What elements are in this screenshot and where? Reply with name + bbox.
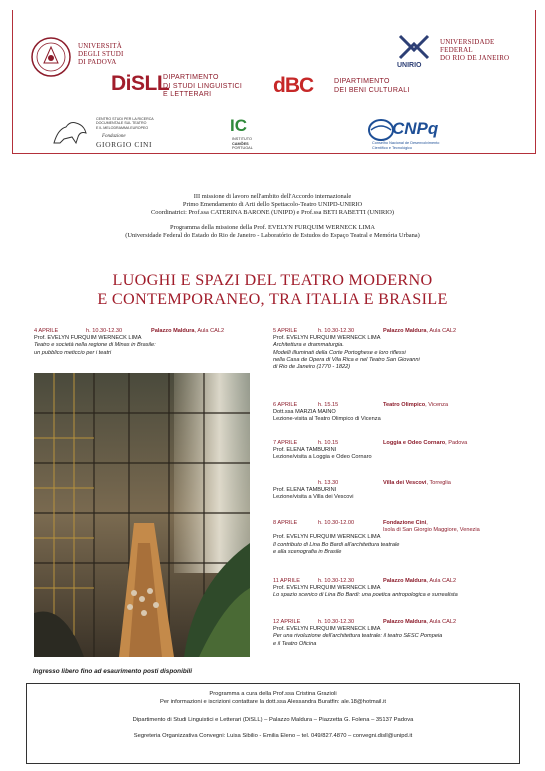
dbc-logo: dBC: [273, 74, 314, 97]
page-title-line-1: LUOGHI E SPAZI DEL TEATRO MODERNO: [112, 271, 433, 289]
footer-address: Dipartimento di Studi Linguistici e Letterari (DiSLL) – Palazzo Maldura – Piazzetta G. Folena – 35137 Padova: [132, 716, 414, 723]
unirio-name: UNIVERSIDADE FEDERAL DO RIO DE JANEIRO: [440, 38, 510, 62]
intro-line-5: (Universidade Federal do Estado do Rio de Janeiro - Laboratório de Estudos do Espaço Teatral e Memória Urbana): [125, 232, 420, 239]
cini-name: GIORGIO CINI: [96, 140, 153, 149]
intro-line-2: Primo Emendamento di Arti dello Spettacolo-Teatro UNIPD-UNIRIO: [182, 201, 363, 208]
footer-secretariat: Segreteria Organizzativa Convegni: Luisa Sibilio - Emilia Eleno – tel. 049/827.4870 – convegni.disll@unipd.it: [133, 732, 413, 739]
theatre-interior-photo: [34, 373, 250, 657]
disll-logo: DiSLL: [111, 72, 170, 95]
event-8-aprile: 8 APRILE h. 10.30-12.00 Fondazione Cini, Isola di San Giorgio Maggiore, Venezia Prof. EVELYN FURQUIM WERNECK LIMA Il contributo di Lina Bo Bardi all'architettura teatrale e alla scenografia in Brasile: [273, 520, 480, 555]
event-11-aprile: 11 APRILE h. 10.30-12.30 Palazzo Maldura, Aula CAL2 Prof. EVELYN FURQUIM WERNECK LIMA Lo spazio scenico di Lina Bo Bardi: una poetica antropologica e surrealista: [273, 578, 458, 599]
cini-center-text: CENTRO STUDI PER LA RICERCA DOCUMENTALE SUL TEATRO E IL MELODRAMMA EUROPEO: [96, 117, 154, 130]
cnpq-logo: CNPq: [392, 119, 439, 138]
event-4-aprile: 4 APRILE h. 10.30-12.30 Palazzo Maldura, Aula CAL2 Prof. EVELYN FURQUIM WERNECK LIMA Teatro e società nella regione di Minas in Brasile: un pubblico meticcio per i teatri: [34, 328, 225, 356]
unirio-emblem-icon: [396, 32, 432, 62]
padova-seal-icon: [30, 36, 72, 78]
padova-name: UNIVERSITÀ DEGLI STUDI DI PADOVA: [78, 42, 124, 66]
cini-fondazione: Fondazione: [102, 134, 126, 139]
intro-line-4: Programma della missione della Prof. EVELYN FURQUIM WERNECK LIMA: [170, 224, 375, 231]
footer-curator: Programma a cura della Prof.ssa Cristina Grazioli: [209, 691, 337, 697]
event-6-aprile: 6 APRILE h. 15.15 Teatro Olimpico, Vicenza Dott.ssa MARZIA MAINO Lezione-visita al Teatro Olimpico di Vicenza: [273, 402, 449, 423]
cnpq-name: Conselho Nacional de Desenvolvimento Científico e Tecnológico: [372, 141, 440, 150]
camoes-logo: IC: [230, 116, 247, 135]
cnpq-globe-icon: [368, 119, 394, 141]
free-entry-note: Ingresso libero fino ad esaurimento posti disponibili: [33, 668, 193, 675]
footer-info: Per informazioni e iscrizioni contattare la dott.ssa Alessandra Buratfin: ale.18@hotmail.it: [160, 699, 386, 706]
event-5-aprile: 5 APRILE h. 10.30-12.30 Palazzo Maldura, Aula CAL2 Prof. EVELYN FURQUIM WERNECK LIMA Architettura e drammaturgia. Modelli illuminati della Corte Portoghese e loro riflessi nella Casa de Opera di Vila Rica e nel Teatro San Giovanni di Rio de Janeiro (1770 - 1822): [273, 328, 457, 370]
event-7-aprile: 7 APRILE h. 10.15 Loggia e Odeo Cornaro, Padova Prof. ELENA TAMBURINI Lezione/visita a Loggia e Odeo Cornaro: [273, 440, 468, 461]
intro-line-3: Coordinatrici: Prof.ssa CATERINA BARONE (UNIPD) e Prof.ssa BETI RABETTI (UNIRIO): [151, 209, 394, 216]
disll-name: DIPARTIMENTO DI STUDI LINGUISTICI E LETTERARI: [163, 74, 243, 98]
footer-box: [26, 683, 520, 764]
event-7-aprile-afternoon: h. 13.30 Villa dei Vescovi, Torreglia Prof. ELENA TAMBURINI Lezione/visita a Villa dei Vescovi: [273, 480, 451, 501]
unirio-logo: UNIRIO: [397, 62, 422, 69]
page-title-line-2: E CONTEMPORANEO, TRA ITALIA E BRASILE: [97, 290, 448, 308]
cini-horse-icon: [50, 117, 92, 147]
camoes-name: INSTITUTO CAMÕES PORTUGAL: [232, 137, 253, 151]
event-12-aprile: 12 APRILE h. 10.30-12.30 Palazzo Maldura, Aula CAL2 Prof. EVELYN FURQUIM WERNECK LIMA Per una rivoluzione dell'architettura teatrale: il teatro SESC Pompeia e il Teatro Oficina: [273, 619, 457, 647]
intro-line-1: III missione di lavoro nell'ambito dell'Accordo internazionale: [193, 193, 352, 200]
dbc-name: DIPARTIMENTO DEI BENI CULTURALI: [334, 78, 410, 94]
